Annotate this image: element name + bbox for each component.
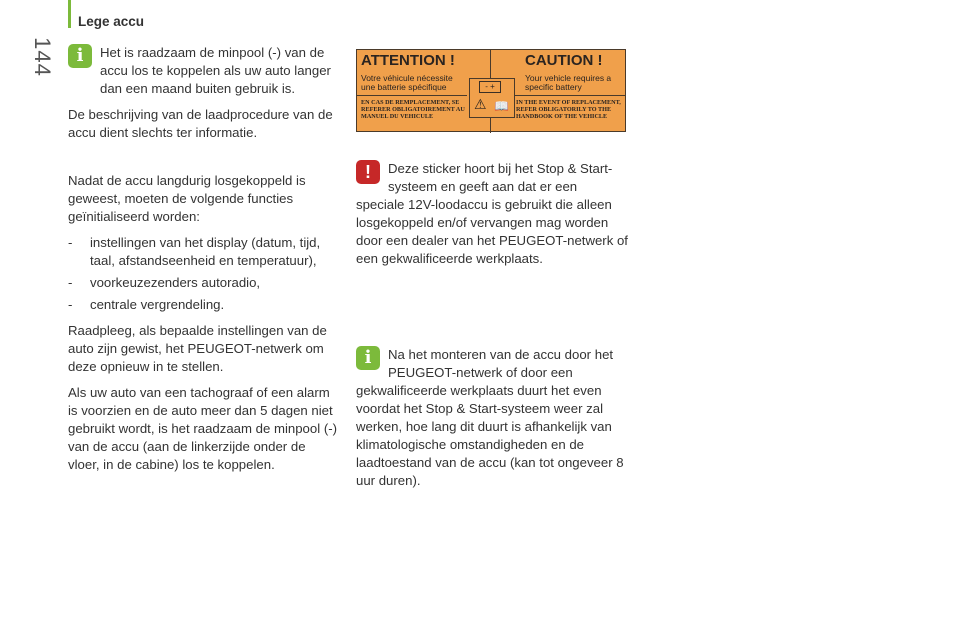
sticker-line-right <box>514 95 626 96</box>
list-item: - instellingen van het display (datum, tijd, taal, afstandseenheid en temperatuur), <box>68 234 340 270</box>
paragraph-initialise: Nadat de accu langdurig losgekoppeld is geweest, moeten de volgende functies geïnitialiseerd worden: <box>68 173 306 224</box>
list-item: - voorkeuzezenders autoradio, <box>68 274 340 292</box>
sticker-subtitle-en: Your vehicle requires a specific battery <box>525 73 612 92</box>
paragraph-tachograph: Als uw auto van een tachograaf of een alarm is voorzien en de auto meer dan 5 dagen niet gebruikt wordt, is het raadzaam de minpool (-) van de accu (aan de linkerzijde onder de vloer, in de cabine) los te koppelen. <box>68 385 337 472</box>
left-column <box>68 44 340 482</box>
handbook-icon: 📖 <box>494 99 509 113</box>
sticker-small-fr: EN CAS DE REMPLACEMENT, SE REFERER OBLIGATOIREMENT AU MANUEL DU VEHICULE <box>361 99 465 121</box>
header-accent-bar <box>68 0 71 28</box>
info-note-right <box>356 346 628 490</box>
list-item: - centrale vergrendeling. <box>68 296 340 314</box>
warning-note <box>356 160 628 268</box>
sticker-title-en: CAUTION ! <box>525 52 603 69</box>
battery-warning-sticker <box>356 49 626 132</box>
paragraph-charge-info: De beschrijving van de laadprocedure van de accu dient slechts ter informatie. <box>68 107 333 140</box>
info-note-text: Het is raadzaam de minpool (-) van de accu los te koppelen als uw auto langer dan een maand buiten gebruik is. <box>100 45 331 96</box>
right-column-info <box>356 346 628 498</box>
page-header-title: Lege accu <box>78 14 145 29</box>
battery-icon: - + <box>479 81 501 93</box>
info-icon: i <box>68 44 92 68</box>
spacer <box>68 150 340 172</box>
settings-list <box>68 234 340 314</box>
sticker-title-fr: ATTENTION ! <box>361 52 455 69</box>
page-number: 144 <box>30 37 55 77</box>
paragraph-reset: Raadpleeg, als bepaalde instellingen van de auto zijn gewist, het PEUGEOT-netwerk om deze opnieuw in te stellen. <box>68 323 327 374</box>
info-note-right-text: Na het monteren van de accu door het PEUGEOT-netwerk of door een gekwalificeerde werkplaats duurt het even voordat het Stop & Start-systeem weer zal werken, hoe lang dit duurt is afhankelijk van klimatologische omstandigheden en de laadtoestand van de accu (kan tot ongeveer 8 uur duren). <box>356 347 624 488</box>
warning-note-text: Deze sticker hoort bij het Stop & Start-systeem en geeft aan dat er een speciale 12V-loodaccu is gebruikt die alleen losgekoppeld en/of vervangen mag worden door een dealer van het PEUGEOT-netwerk of een gekwalificeerde werkplaats. <box>356 161 628 266</box>
right-column-warning <box>356 160 628 276</box>
info-note <box>68 44 340 98</box>
warning-icon: ! <box>356 160 380 184</box>
sticker-line-left <box>357 95 467 96</box>
info-icon: i <box>356 346 380 370</box>
sticker-subtitle-fr: Votre véhicule nécessite une batterie spécifique <box>361 73 453 92</box>
sticker-small-en: IN THE EVENT OF REPLACEMENT, REFER OBLIGATORILY TO THE HANDBOOK OF THE VEHICLE <box>516 99 621 121</box>
warning-triangle-icon: ⚠ <box>474 98 487 113</box>
